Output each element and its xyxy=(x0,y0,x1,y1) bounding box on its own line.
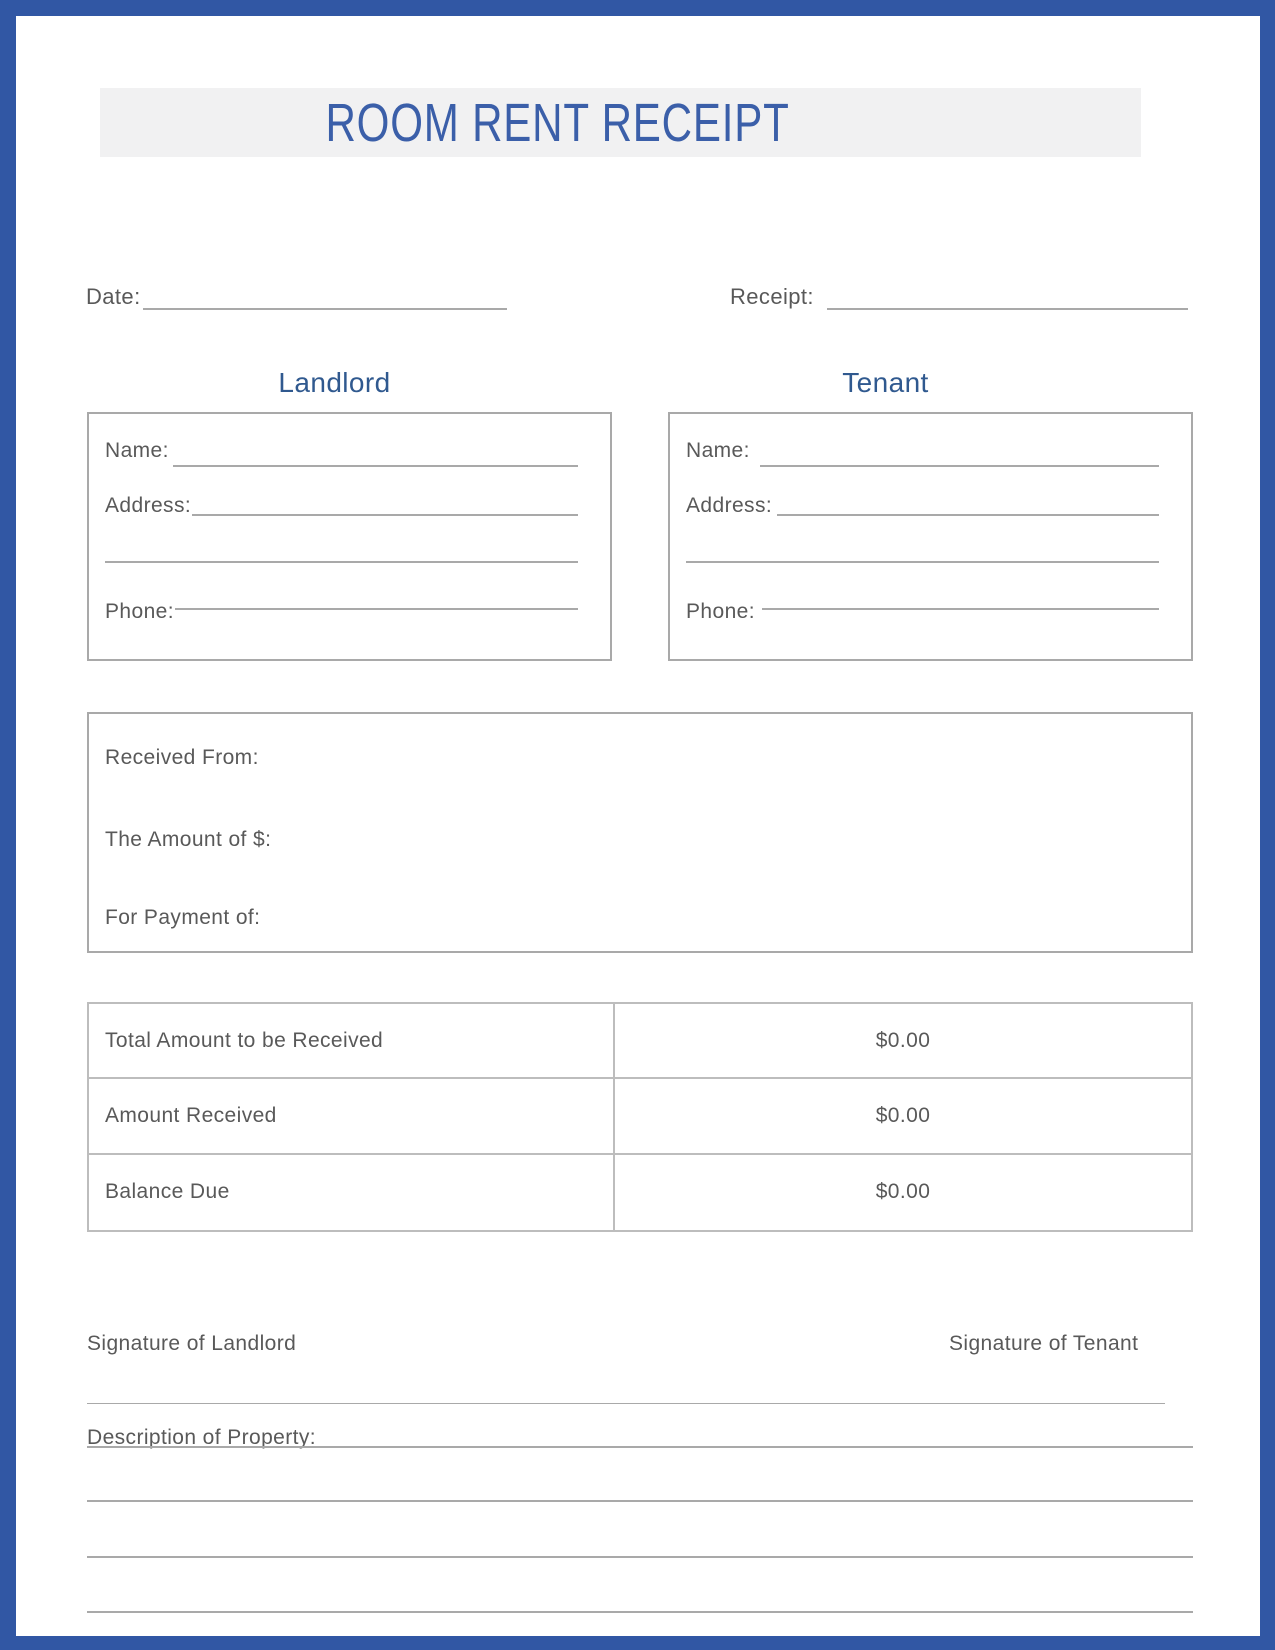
title-banner xyxy=(100,88,1141,157)
description-line-4[interactable] xyxy=(87,1583,1193,1613)
landlord-address-line[interactable] xyxy=(192,484,578,516)
balance-due-value: $0.00 xyxy=(875,1180,931,1204)
table-row-label-balance xyxy=(89,1155,615,1230)
tenant-name-line[interactable] xyxy=(760,435,1159,467)
tenant-phone-label: Phone: xyxy=(686,600,755,623)
landlord-address-label: Address: xyxy=(105,494,192,517)
table-row-value-received xyxy=(615,1079,1191,1154)
landlord-box xyxy=(87,412,612,661)
landlord-heading: Landlord xyxy=(278,367,391,398)
date-label: Date: xyxy=(86,284,141,309)
tenant-name-label: Name: xyxy=(686,439,750,462)
signature-of-landlord-label: Signature of Landlord xyxy=(87,1332,297,1355)
signature-of-tenant-label: Signature of Tenant xyxy=(949,1332,1139,1355)
landlord-name-label: Name: xyxy=(105,439,169,462)
landlord-address-line-2[interactable] xyxy=(105,531,578,563)
tenant-heading: Tenant xyxy=(842,367,929,398)
table-row-label-total xyxy=(89,1004,615,1079)
received-from-box xyxy=(87,712,1193,953)
landlord-phone-label: Phone: xyxy=(105,600,174,623)
tenant-box xyxy=(668,412,1193,661)
tenant-phone-line[interactable] xyxy=(762,578,1159,610)
receipt-number-field-line[interactable] xyxy=(827,274,1188,310)
table-row-label-received xyxy=(89,1079,615,1154)
tenant-address-line[interactable] xyxy=(777,484,1159,516)
date-field-line[interactable] xyxy=(143,274,507,310)
amount-of-label: The Amount of $: xyxy=(105,828,272,851)
description-of-property-label: Description of Property: xyxy=(87,1426,317,1449)
received-from-label: Received From: xyxy=(105,746,259,769)
amount-received-label: Amount Received xyxy=(105,1103,277,1127)
landlord-name-line[interactable] xyxy=(173,435,578,467)
tenant-address-label: Address: xyxy=(686,494,773,517)
amount-received-value: $0.00 xyxy=(875,1103,931,1127)
total-amount-label: Total Amount to be Received xyxy=(105,1028,384,1052)
table-row-value-balance xyxy=(615,1155,1191,1230)
tenant-address-line-2[interactable] xyxy=(686,531,1159,563)
description-line-1[interactable] xyxy=(87,1418,1193,1448)
description-line-2[interactable] xyxy=(87,1472,1193,1502)
total-amount-value: $0.00 xyxy=(875,1028,931,1052)
page-title: ROOM RENT RECEIPT xyxy=(325,92,790,153)
description-line-3[interactable] xyxy=(87,1528,1193,1558)
balance-due-label: Balance Due xyxy=(105,1180,230,1204)
landlord-phone-line[interactable] xyxy=(175,578,578,610)
receipt-number-label: Receipt: xyxy=(730,284,814,309)
for-payment-of-label: For Payment of: xyxy=(105,906,261,929)
amounts-table xyxy=(87,1002,1193,1232)
signature-line[interactable] xyxy=(87,1374,1165,1404)
table-row-value-total xyxy=(615,1004,1191,1079)
